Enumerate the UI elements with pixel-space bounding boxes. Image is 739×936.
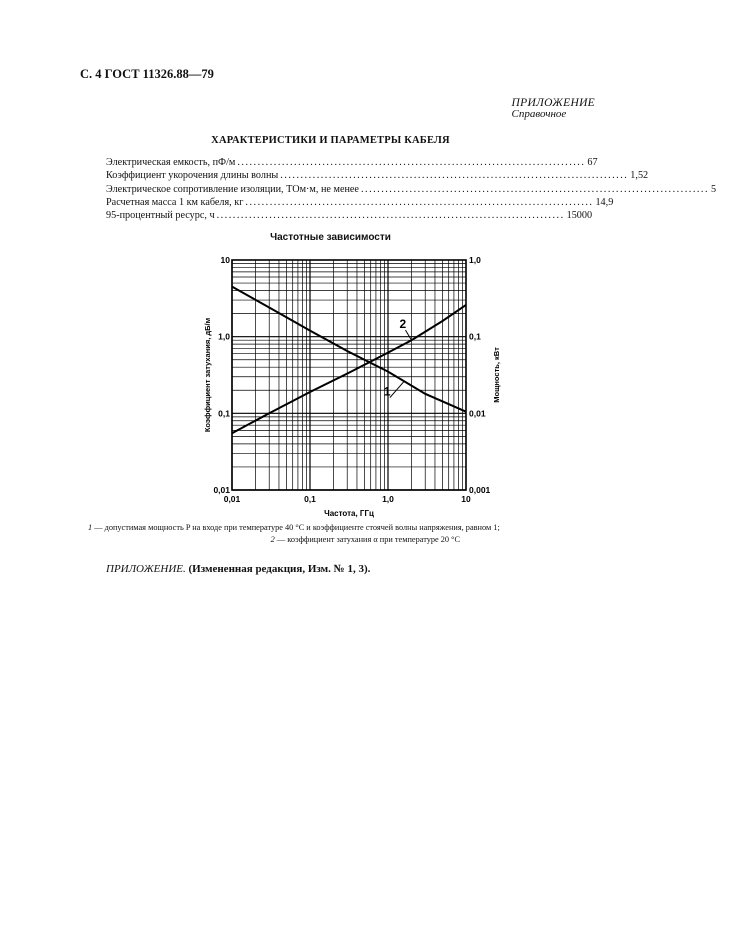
caption-number: 1 [88,523,93,532]
x-tick-label: 0,01 [223,494,241,504]
parameter-row [106,156,598,169]
y-left-tick-label: 1,0 [218,331,230,342]
caption-text: — коэффициент затухания α при температуре 20 °С [274,535,460,544]
parameter-value: 5 [711,183,717,195]
section-title: ХАРАКТЕРИСТИКИ И ПАРАМЕТРЫ КАБЕЛЯ [211,135,450,146]
caption-number: 2 [270,535,275,544]
dot-leader: ...................................................................................... [360,183,709,195]
parameter-value: 14,9 [595,196,614,208]
frequency-chart [200,250,501,518]
parameter-row [106,183,717,196]
chart-title: Частотные зависимости [270,232,391,243]
series-label-2: 2 [399,317,407,332]
y-left-tick-label: 0,01 [213,485,230,495]
dot-leader: ...................................................................................... [280,170,629,182]
footnote-label: ПРИЛОЖЕНИЕ. [106,563,186,575]
parameter-value: 67 [587,157,598,168]
y-left-axis-label: Коэффициент затухания, дБ/м [203,317,212,433]
series-label-leader-1 [390,382,404,398]
x-axis-label: Частота, ГГц [324,509,374,518]
y-right-tick-label: 0,1 [469,331,481,342]
series-line-1 [232,287,466,412]
parameters-list [106,156,717,222]
dot-leader: ...................................................................................... [245,196,594,208]
appendix-title: ПРИЛОЖЕНИЕ [511,97,595,109]
parameter-row [106,209,593,222]
series-label-leader-2 [405,330,411,340]
parameter-label: Расчетная масса 1 км кабеля, кг [106,196,244,208]
parameter-label: 95-процентный ресурс, ч [106,210,215,222]
plot-frame [232,260,466,490]
appendix-block [512,97,595,120]
parameter-value: 1,52 [630,170,649,182]
caption-line-1 [88,522,608,534]
x-tick-label: 0,1 [304,494,316,504]
parameter-row [106,169,649,182]
parameter-label: Электрическое сопротивление изоляции, ТОм·м, не менее [106,183,359,195]
caption-line-2 [88,534,460,546]
footnote-text: (Измененная редакция, Изм. № 1, 3). [185,563,371,575]
y-right-axis-label: Мощность, кВт [492,347,501,403]
series-line-2 [232,305,466,433]
y-right-tick-label: 0,001 [469,485,491,495]
dot-leader: ...................................................................................... [237,157,586,168]
footnote [106,563,370,575]
parameter-value: 15000 [566,210,593,222]
y-left-tick-label: 0,1 [218,408,230,419]
parameter-row [106,196,614,209]
x-tick-label: 1,0 [382,494,394,504]
parameter-label: Электрическая емкость, пФ/м [106,157,236,168]
y-left-tick-label: 10 [220,255,230,265]
caption-text: — допустимая мощность P на входе при температуре 40 °С и коэффициенте стоячей волны напряжения, равном 1; [92,523,500,532]
series-label-1: 1 [383,384,391,399]
page-header: С. 4 ГОСТ 11326.88—79 [80,67,214,81]
y-right-tick-label: 1,0 [469,255,481,265]
y-right-tick-label: 0,01 [469,408,486,419]
parameter-label: Коэффициент укорочения длины волны [106,170,279,182]
appendix-subtitle: Справочное [511,108,567,120]
x-tick-label: 10 [461,494,471,504]
dot-leader: ...................................................................................... [216,210,565,222]
